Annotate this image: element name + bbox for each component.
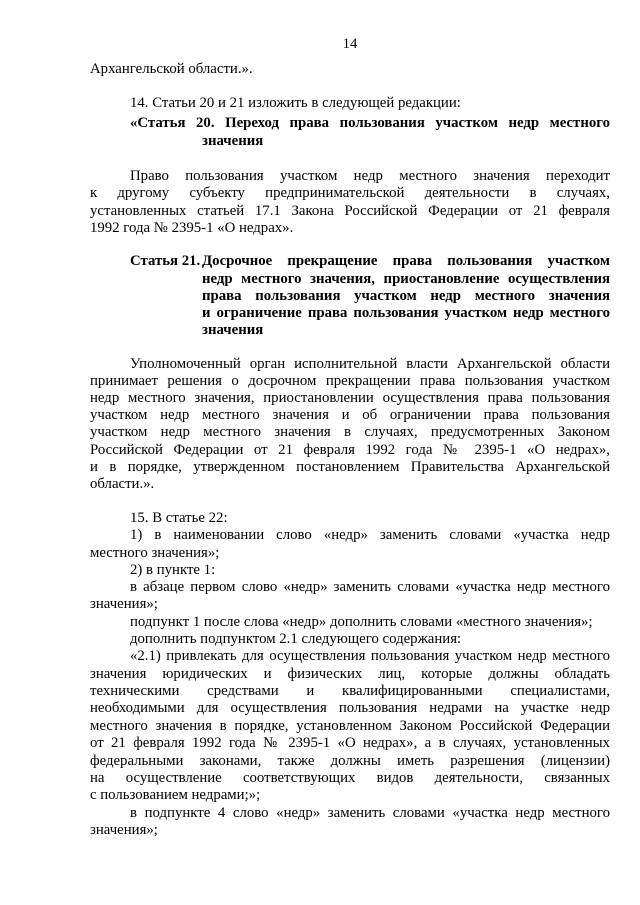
text-line: Российской Федерации от 21 февраля 1992 года № 2395-1 «О недрах», <box>90 442 610 458</box>
article-heading-line: значения <box>202 133 264 149</box>
text-line: местного значения в порядке, установленном Законом Российской Федерации <box>90 718 610 734</box>
text-line: 1992 года № 2395-1 «О недрах». <box>90 220 294 236</box>
text-line: участком недр местного значения и об ограничении права пользования <box>90 407 610 423</box>
text-line: Архангельской области.». <box>90 61 253 77</box>
text-line: местного значения»; <box>90 545 220 561</box>
article-heading-line: недр местного значения, приостановление осуществления <box>202 271 610 287</box>
text-line: с пользованием недрами;»; <box>90 787 261 803</box>
text-line: 2) в пункте 1: <box>130 562 216 578</box>
article-label: Статья 21. <box>130 253 201 269</box>
text-line: дополнить подпунктом 2.1 следующего содержания: <box>130 631 462 647</box>
article-heading-line: и ограничение права пользования участком недр местного <box>202 305 610 321</box>
text-line: Право пользования участком недр местного значения переходит <box>130 168 610 184</box>
text-line: «2.1) привлекать для осуществления пользования участком недр местного <box>130 648 610 664</box>
article-heading-line: права пользования участком недр местного значения <box>202 288 610 304</box>
article-heading-line: значения <box>202 322 264 338</box>
text-line: в абзаце первом слово «недр» заменить словами «участка недр местного <box>130 579 610 595</box>
text-line: на осуществление соответствующих видов деятельности, связанных <box>90 770 610 786</box>
text-line: области.». <box>90 476 155 492</box>
text-line: в подпункте 4 слово «недр» заменить словами «участка недр местного <box>130 805 610 821</box>
text-line: федеральными законами, также должны иметь разрешения (лицензии) <box>90 753 610 769</box>
page-number: 14 <box>342 36 358 52</box>
text-line: установленных статьей 17.1 Закона Российской Федерации от 21 февраля <box>90 203 610 219</box>
text-line: значения»; <box>90 596 158 612</box>
article-heading-line: «Статья 20. Переход права пользования участком недр местного <box>130 115 610 131</box>
item-lead: 14. Статьи 20 и 21 изложить в следующей редакции: <box>130 95 461 111</box>
text-line: значения юридических и физических лиц, которые должны обладать <box>90 666 610 682</box>
text-line: и в порядке, утвержденном постановлением Правительства Архангельской <box>90 459 610 475</box>
item-lead: 15. В статье 22: <box>130 510 228 526</box>
text-line: значения»; <box>90 822 158 838</box>
text-line: участком недр местного значения в случаях, предусмотренных Законом <box>90 424 610 440</box>
text-line: от 21 февраля 1992 года № 2395-1 «О недрах», а в случаях, установленных <box>90 735 610 751</box>
text-line: 1) в наименовании слово «недр» заменить словами «участка недр <box>130 527 610 543</box>
text-line: подпункт 1 после слова «недр» дополнить словами «местного значения»; <box>130 614 593 630</box>
text-line: Уполномоченный орган исполнительной власти Архангельской области <box>130 356 610 372</box>
text-line: принимает решения о досрочном прекращении права пользования участком <box>90 373 610 389</box>
text-line: недр местного значения, приостановлении осуществления права пользования <box>90 390 610 406</box>
text-line: к другому субъекту предпринимательской деятельности в случаях, <box>90 185 610 201</box>
text-line: техническими средствами и квалифицированными специалистами, <box>90 683 610 699</box>
article-heading-line: Досрочное прекращение права пользования участком <box>202 253 610 269</box>
text-line: необходимыми для осуществления пользования недрами на участке недр <box>90 700 610 716</box>
